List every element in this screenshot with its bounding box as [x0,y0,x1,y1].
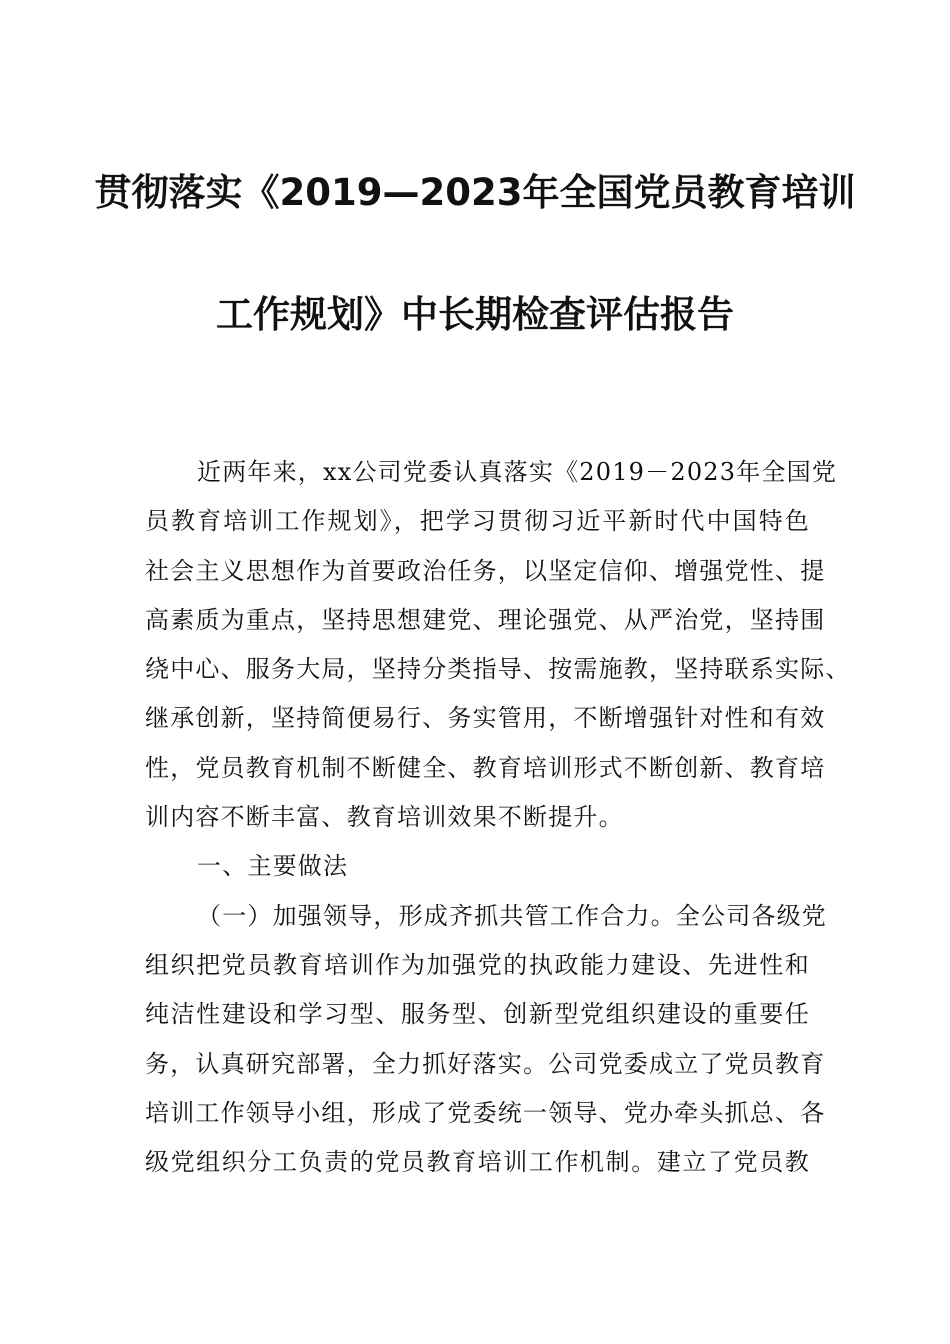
body-line: 高素质为重点，坚持思想建党、理论强党、从严治党，坚持围 [145,605,826,634]
body-line: 社会主义思想作为首要政治任务，以坚定信仰、增强党性、提 [145,556,826,585]
body-line: 员教育培训工作规划》，把学习贯彻习近平新时代中国特色 [145,507,810,536]
body-line: 务，认真研究部署，全力抓好落实。公司党委成立了党员教育 [145,1049,826,1078]
body-line: 近两年来，xx公司党委认真落实《2019－2023年全国党 [197,458,838,486]
document-title-line-1: 贯彻落实《2019—2023年全国党员教育培训 [94,171,856,214]
document-title-line-2: 工作规划》中长期检查评估报告 [216,293,734,336]
body-line: 组织把党员教育培训作为加强党的执政能力建设、先进性和 [145,950,810,979]
body-line: 级党组织分工负责的党员教育培训工作机制。建立了党员教 [145,1148,810,1177]
body-line: 绕中心、服务大局，坚持分类指导、按需施教，坚持联系实际、 [145,655,851,684]
body-line: 性，党员教育机制不断健全、教育培训形式不断创新、教育培 [145,753,826,782]
body-line: 纯洁性建设和学习型、服务型、创新型党组织建设的重要任 [145,1000,810,1029]
section-heading: 一、主要做法 [197,852,349,881]
body-line: 训内容不断丰富、教育培训效果不断提升。 [145,803,624,832]
document-body [145,448,851,1187]
body-line: （一）加强领导，形成齐抓共管工作合力。全公司各级党 [197,901,827,930]
body-line: 继承创新，坚持简便易行、务实管用，不断增强针对性和有效 [145,704,826,733]
body-line: 培训工作领导小组，形成了党委统一领导、党办牵头抓总、各 [145,1098,826,1127]
